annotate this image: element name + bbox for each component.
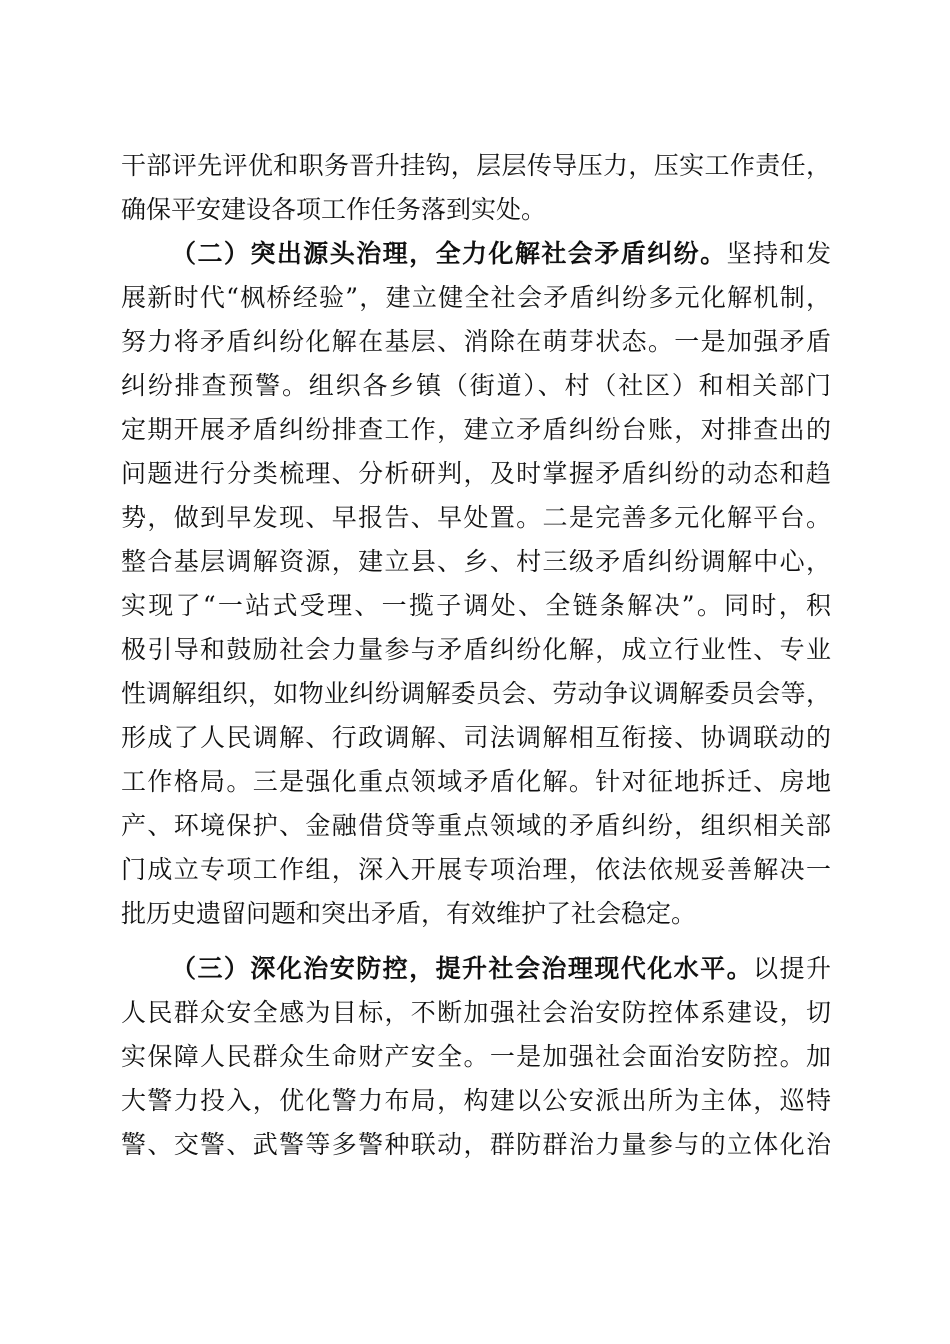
text-line: 整合基层调解资源，建立县、乡、村三级矛盾纠纷调解中心， (121, 547, 831, 576)
text-line: 警、交警、武警等多警种联动，群防群治力量参与的立体化治 (121, 1130, 831, 1159)
paragraph-first-line (171, 949, 831, 989)
section-heading: （三）深化治安防控，提升社会治理现代化水平。 (171, 954, 754, 983)
text-line: 大警力投入，优化警力布局，构建以公安派出所为主体，巡特 (121, 1086, 831, 1115)
text-line: 实保障人民群众生命财产安全。一是加强社会面治安防控。加 (121, 1042, 831, 1071)
text-line: 形成了人民调解、行政调解、司法调解相互衔接、协调联动的 (121, 723, 831, 752)
text-line: 工作格局。三是强化重点领域矛盾化解。针对征地拆迁、房地 (121, 767, 831, 796)
text-line: 势，做到早发现、早报告、早处置。二是完善多元化解平台。 (121, 503, 831, 532)
text-line: 展新时代“枫桥经验”，建立健全社会矛盾纠纷多元化解机制， (121, 283, 831, 312)
heading-rest-text: 以提升 (753, 954, 831, 983)
text-line: 干部评先评优和职务晋升挂钩，层层传导压力，压实工作责任， (121, 151, 831, 180)
text-line: 极引导和鼓励社会力量参与矛盾纠纷化解，成立行业性、专业 (121, 635, 831, 664)
text-line: 批历史遗留问题和突出矛盾，有效维护了社会稳定。 (121, 899, 697, 928)
text-line: 门成立专项工作组，深入开展专项治理，依法依规妥善解决一 (121, 855, 831, 884)
text-line: 努力将矛盾纠纷化解在基层、消除在萌芽状态。一是加强矛盾 (121, 327, 831, 356)
text-line: 产、环境保护、金融借贷等重点领域的矛盾纠纷，组织相关部 (121, 811, 831, 840)
text-line: 确保平安建设各项工作任务落到实处。 (121, 195, 547, 224)
text-line: 实现了“一站式受理、一揽子调处、全链条解决”。同时，积 (121, 591, 831, 620)
section-heading: （二）突出源头治理，全力化解社会矛盾纠纷。 (171, 239, 727, 268)
heading-rest-text: 坚持和发 (726, 239, 831, 268)
text-line: 定期开展矛盾纠纷排查工作，建立矛盾纠纷台账，对排查出的 (121, 415, 831, 444)
text-line: 性调解组织，如物业纠纷调解委员会、劳动争议调解委员会等， (121, 679, 831, 708)
text-line: 问题进行分类梳理、分析研判，及时掌握矛盾纠纷的动态和趋 (121, 459, 831, 488)
paragraph-first-line (171, 234, 831, 274)
text-line: 纠纷排查预警。组织各乡镇（街道）、村（社区）和相关部门 (121, 371, 831, 400)
text-line: 人民群众安全感为目标，不断加强社会治安防控体系建设，切 (121, 998, 831, 1027)
